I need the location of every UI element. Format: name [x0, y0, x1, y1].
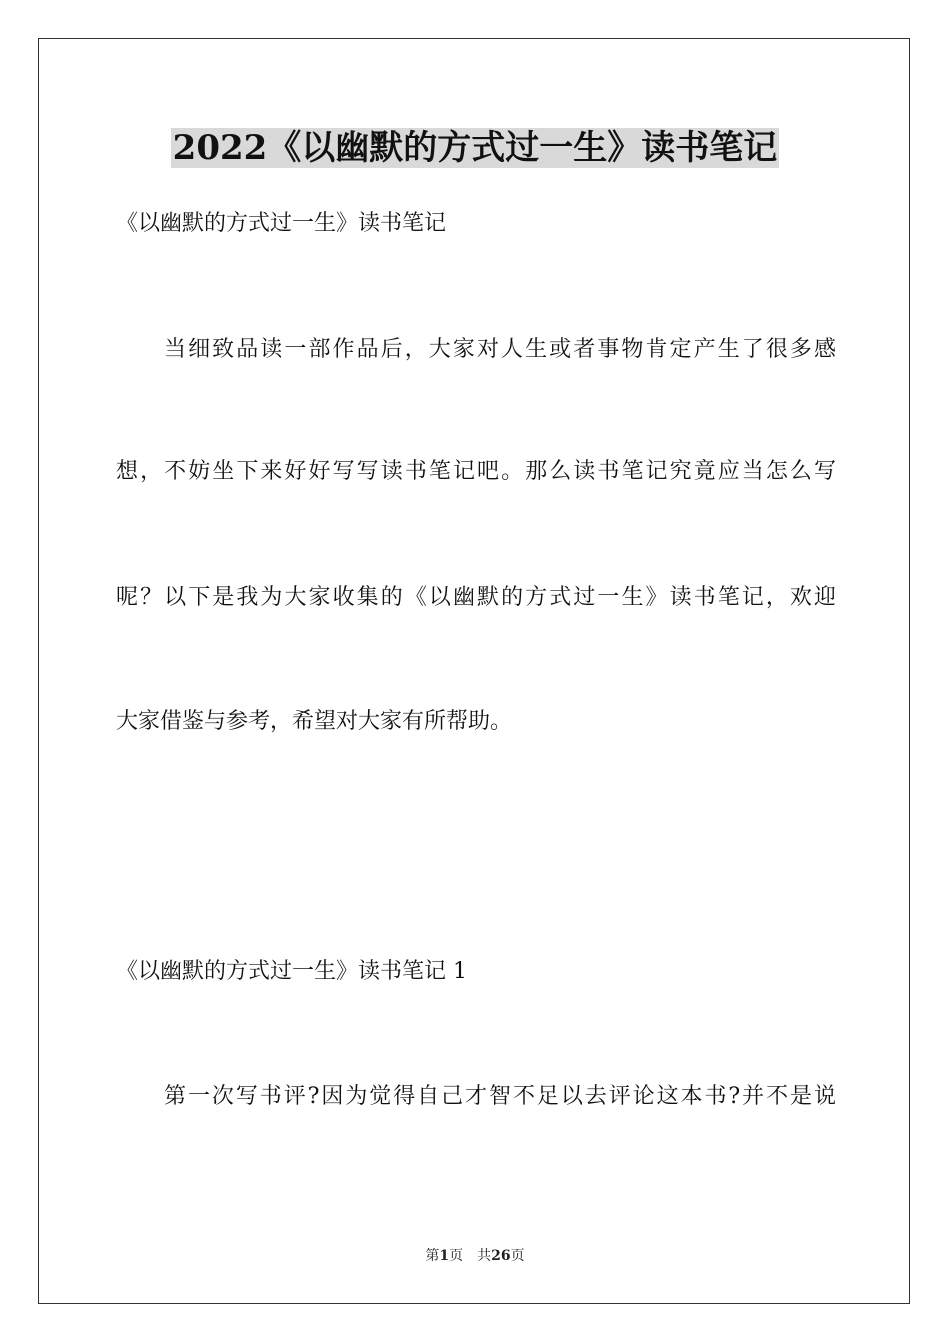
paragraph-line: 第一次写书评?因为觉得自己才智不足以去评论这本书?并不是说 — [164, 1084, 836, 1109]
page-footer — [0, 1246, 950, 1266]
footer-page-suffix: 页 — [449, 1248, 464, 1264]
section-heading: 《以幽默的方式过一生》读书笔记 1 — [116, 959, 467, 984]
document-title-text: 2022《以幽默的方式过一生》读书笔记 — [172, 128, 778, 168]
document-subtitle: 《以幽默的方式过一生》读书笔记 — [116, 211, 447, 236]
paragraph-line: 大家借鉴与参考，希望对大家有所帮助。 — [116, 709, 513, 734]
paragraph-line: 呢？以下是我为大家收集的《以幽默的方式过一生》读书笔记，欢迎 — [116, 585, 836, 610]
footer-total-prefix: 共 — [477, 1248, 492, 1264]
paragraph-line: 当细致品读一部作品后，大家对人生或者事物肯定产生了很多感 — [164, 337, 836, 362]
paragraph-line: 想，不妨坐下来好好写写读书笔记吧。那么读书笔记究竟应当怎么写 — [116, 459, 836, 484]
footer-page-current: 1 — [439, 1248, 450, 1264]
footer-page-total: 26 — [491, 1248, 511, 1264]
document-title — [0, 126, 950, 170]
footer-total-suffix: 页 — [510, 1248, 525, 1264]
footer-page-prefix: 第 — [425, 1248, 440, 1264]
